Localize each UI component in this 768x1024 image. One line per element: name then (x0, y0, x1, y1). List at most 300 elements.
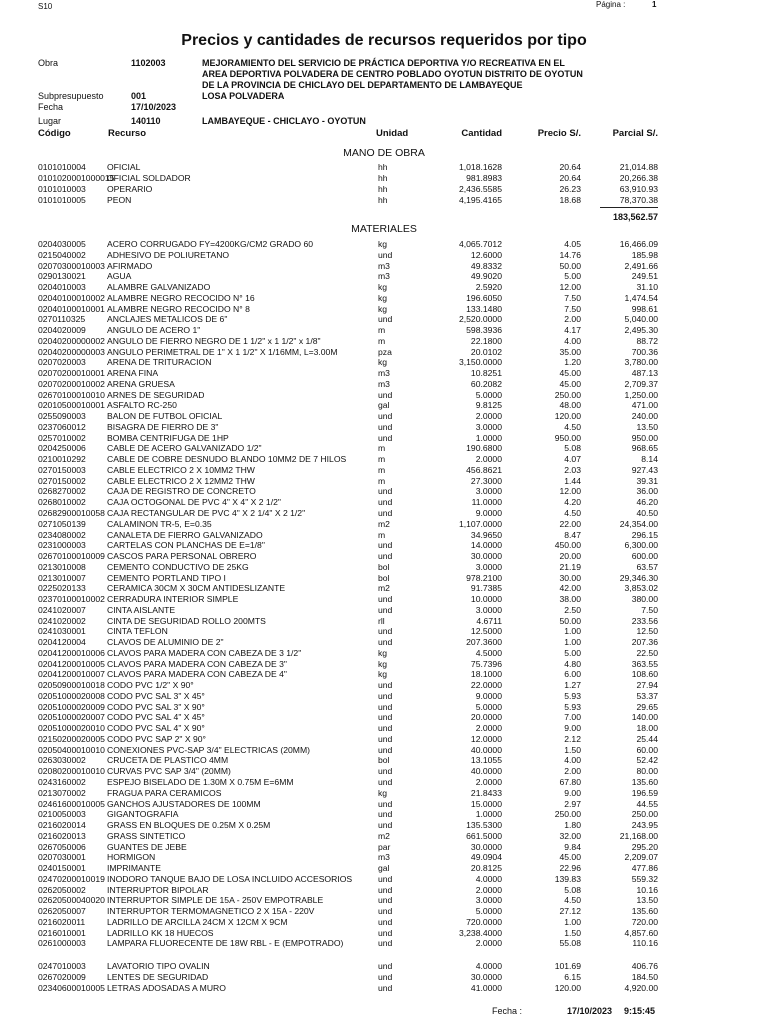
cell-code: 02080200010010 (38, 766, 105, 776)
cell-code: 02041200010007 (38, 669, 105, 679)
cell-code: 0255090003 (38, 411, 86, 421)
cell-code: 02620500040020 (38, 895, 105, 905)
table-row (0, 616, 768, 626)
table-row (0, 390, 768, 400)
cell-resource: ANGULO DE ACERO 1" (107, 325, 201, 335)
cell-quantity: 1,018.1628 (458, 162, 502, 172)
cell-unit: und (378, 734, 393, 744)
cell-partial: 24,354.00 (619, 519, 658, 529)
cell-quantity: 12.6000 (470, 250, 502, 260)
cell-unit: kg (378, 239, 388, 249)
cell-resource: ANGULO PERIMETRAL DE 1" X 1 1/2" X 1/16MM, L=3.00M (107, 347, 338, 357)
cell-price: 42.00 (559, 583, 581, 593)
cell-partial: 21,014.88 (619, 162, 658, 172)
cell-quantity: 4,065.7012 (458, 239, 502, 249)
cell-unit: und (378, 680, 393, 690)
cell-quantity: 12.5000 (470, 626, 502, 636)
cell-price: 12.00 (559, 486, 581, 496)
cell-price: 4.20 (564, 497, 581, 507)
cell-unit: und (378, 723, 393, 733)
cell-code: 02070300010003 (38, 261, 105, 271)
cell-code: 02040100010001 (38, 304, 105, 314)
table-row (0, 809, 768, 819)
cell-price: 1.50 (564, 928, 581, 938)
cell-code: 02051000020009 (38, 702, 105, 712)
table-row (0, 314, 768, 324)
table-row (0, 659, 768, 669)
cell-quantity: 4.0000 (475, 874, 502, 884)
cell-resource: BOMBA CENTRIFUGA DE 1HP (107, 433, 229, 443)
cell-unit: und (378, 605, 393, 615)
cell-code: 0101020001000015 (38, 173, 115, 183)
table-row (0, 261, 768, 271)
cell-partial: 53.37 (636, 691, 658, 701)
cell-quantity: 978.2100 (466, 573, 502, 583)
cell-partial: 5,040.00 (624, 314, 658, 324)
lugar-label: Lugar (38, 116, 62, 126)
column-header-unidad: Unidad (376, 128, 409, 139)
cell-partial: 140.00 (631, 712, 658, 722)
cell-code: 02370100010002 (38, 594, 105, 604)
cell-partial: 363.55 (631, 659, 658, 669)
cell-resource: LADRILLO KK 18 HUECOS (107, 928, 214, 938)
cell-partial: 27.94 (636, 680, 658, 690)
table-row (0, 885, 768, 895)
cell-unit: kg (378, 669, 388, 679)
cell-unit: und (378, 390, 393, 400)
cell-unit: und (378, 497, 393, 507)
cell-resource: INODORO TANQUE BAJO DE LOSA INCLUIDO ACCESORIOS (107, 874, 353, 884)
cell-partial: 63,910.93 (619, 184, 658, 194)
obra-description-line-1: MEJORAMIENTO DEL SERVICIO DE PRÁCTICA DEPORTIVA Y/O RECREATIVA EN EL (202, 58, 565, 68)
cell-resource: CODO PVC SAP 2" X 90° (107, 734, 206, 744)
cell-price: 14.76 (559, 250, 581, 260)
cell-resource: OFICIAL SOLDADOR (107, 173, 191, 183)
cell-unit: und (378, 809, 393, 819)
cell-code: 0270150003 (38, 465, 86, 475)
footer-fecha-label: Fecha : (492, 1006, 523, 1016)
cell-resource: CINTA AISLANTE (107, 605, 176, 615)
cell-unit: und (378, 551, 393, 561)
table-row (0, 734, 768, 744)
cell-unit: kg (378, 648, 388, 658)
cell-partial: 135.60 (631, 777, 658, 787)
table-row (0, 766, 768, 776)
cell-price: 20.64 (559, 173, 581, 183)
cell-partial: 110.16 (632, 938, 658, 948)
cell-quantity: 49.9020 (470, 271, 502, 281)
cell-resource: CANALETA DE FIERRO GALVANIZADO (107, 530, 263, 540)
table-row (0, 983, 768, 993)
cell-price: 12.00 (559, 282, 581, 292)
table-row (0, 594, 768, 604)
table-row (0, 573, 768, 583)
cell-unit: bol (378, 562, 390, 572)
cell-price: 5.00 (564, 271, 581, 281)
cell-partial: 18.00 (636, 723, 658, 733)
footer-date: 17/10/2023 (567, 1006, 613, 1016)
table-row (0, 173, 768, 183)
table-row (0, 788, 768, 798)
cell-code: 0270110325 (38, 314, 86, 324)
cell-unit: m (378, 454, 386, 464)
cell-unit: m (378, 325, 386, 335)
cell-partial: 927.43 (631, 465, 658, 475)
cell-partial: 39.31 (636, 476, 658, 486)
cell-quantity: 9.0000 (475, 508, 502, 518)
cell-code: 02050900010018 (38, 680, 105, 690)
cell-partial: 21,168.00 (619, 831, 658, 841)
cell-partial: 249.51 (631, 271, 658, 281)
subpresupuesto-name: LOSA POLVADERA (202, 91, 285, 101)
cell-quantity: 2.0000 (475, 723, 502, 733)
cell-partial: 20,266.38 (619, 173, 658, 183)
cell-resource: CABLE ELECTRICO 2 X 12MM2 THW (107, 476, 255, 486)
cell-partial: 44.55 (636, 799, 658, 809)
cell-unit: und (378, 906, 393, 916)
subpresupuesto-code: 001 (131, 91, 147, 101)
cell-price: 1.44 (564, 476, 581, 486)
cell-price: 18.68 (559, 195, 581, 205)
cell-unit: und (378, 928, 393, 938)
column-header-recurso: Recurso (108, 128, 147, 139)
cell-quantity: 4.6711 (476, 616, 502, 626)
cell-resource: INTERRUPTOR BIPOLAR (107, 885, 209, 895)
cell-code: 0267050006 (38, 842, 86, 852)
cell-code: 0204120004 (38, 637, 86, 647)
cell-code: 0101010003 (38, 184, 86, 194)
cell-unit: und (378, 820, 393, 830)
cell-resource: CONEXIONES PVC-SAP 3/4" ELECTRICAS (20MM) (107, 745, 310, 755)
table-row (0, 282, 768, 292)
cell-quantity: 3.0000 (475, 486, 502, 496)
table-row (0, 637, 768, 647)
cell-price: 4.80 (564, 659, 581, 669)
cell-resource: LETRAS ADOSADAS A MURO (107, 983, 226, 993)
cell-quantity: 2.0000 (475, 454, 502, 464)
cell-resource: ARENA GRUESA (107, 379, 175, 389)
cell-price: 101.69 (554, 961, 581, 971)
cell-quantity: 4.5000 (475, 648, 502, 658)
lugar-code: 140110 (131, 116, 161, 126)
cell-partial: 998.61 (631, 304, 658, 314)
cell-quantity: 5.0000 (475, 702, 502, 712)
cell-price: 6.15 (564, 972, 581, 982)
cell-unit: m (378, 443, 386, 453)
cell-quantity: 49.0904 (470, 852, 502, 862)
cell-unit: und (378, 895, 393, 905)
cell-code: 0207020003 (38, 357, 86, 367)
cell-unit: m3 (378, 379, 390, 389)
cell-price: 30.00 (559, 573, 581, 583)
cell-quantity: 133.1480 (466, 304, 502, 314)
cell-unit: rll (378, 616, 385, 626)
cell-quantity: 10.8251 (470, 368, 502, 378)
cell-code: 0243160002 (38, 777, 86, 787)
cell-code: 0204010003 (38, 282, 86, 292)
cell-code: 02150200020005 (38, 734, 105, 744)
cell-quantity: 5.0000 (475, 906, 502, 916)
cell-quantity: 20.0102 (470, 347, 502, 357)
cell-price: 8.47 (564, 530, 581, 540)
cell-price: 22.96 (559, 863, 581, 873)
table-row (0, 411, 768, 421)
cell-code: 0257010002 (38, 433, 86, 443)
table-row (0, 745, 768, 755)
cell-partial: 12.50 (636, 626, 658, 636)
cell-unit: und (378, 983, 393, 993)
cell-price: 48.00 (559, 400, 581, 410)
table-row (0, 648, 768, 658)
cell-code: 0101010004 (38, 162, 86, 172)
cell-unit: hh (378, 195, 388, 205)
cell-partial: 207.36 (631, 637, 658, 647)
cell-resource: BISAGRA DE FIERRO DE 3" (107, 422, 219, 432)
table-row (0, 508, 768, 518)
cell-price: 1.00 (564, 637, 581, 647)
cell-unit: und (378, 961, 393, 971)
table-row (0, 293, 768, 303)
table-row (0, 304, 768, 314)
cell-resource: AFIRMADO (107, 261, 153, 271)
cell-unit: und (378, 250, 393, 260)
cell-price: 50.00 (559, 616, 581, 626)
cell-code: 0237060012 (38, 422, 86, 432)
table-row (0, 239, 768, 249)
cell-resource: CAJA RECTANGULAR DE PVC 4" X 2 1/4" X 2 1/2" (107, 508, 306, 518)
cell-partial: 13.50 (636, 895, 658, 905)
cell-quantity: 12.0000 (470, 734, 502, 744)
cell-unit: und (378, 874, 393, 884)
cell-code: 0213010008 (38, 562, 86, 572)
table-row (0, 400, 768, 410)
cell-price: 1.20 (564, 357, 581, 367)
cell-code: 0101010005 (38, 195, 86, 205)
cell-quantity: 3.0000 (475, 422, 502, 432)
cell-code: 0268010002 (38, 497, 86, 507)
cell-quantity: 30.0000 (470, 972, 502, 982)
cell-code: 0262050007 (38, 906, 86, 916)
cell-unit: par (378, 842, 391, 852)
cell-partial: 720.00 (631, 917, 658, 927)
table-row (0, 519, 768, 529)
cell-resource: ARENA DE TRITURACION (107, 357, 212, 367)
cell-quantity: 14.0000 (470, 540, 502, 550)
report-code: S10 (38, 2, 53, 11)
cell-code: 02040200000002 (38, 336, 105, 346)
cell-unit: hh (378, 162, 388, 172)
cell-unit: kg (378, 788, 388, 798)
page-number: 1 (652, 0, 657, 9)
table-row (0, 852, 768, 862)
cell-unit: m (378, 465, 386, 475)
cell-partial: 6,300.00 (624, 540, 658, 550)
cell-resource: AGUA (107, 271, 132, 281)
cell-code: 0241030001 (38, 626, 86, 636)
cell-resource: IMPRIMANTE (107, 863, 161, 873)
cell-price: 4.17 (564, 325, 581, 335)
cell-code: 0240150001 (38, 863, 86, 873)
cell-price: 2.97 (564, 799, 581, 809)
cell-unit: und (378, 540, 393, 550)
cell-partial: 233.56 (631, 616, 658, 626)
cell-quantity: 3.0000 (475, 562, 502, 572)
cell-partial: 29.65 (636, 702, 658, 712)
cell-resource: ANCLAJES METALICOS DE 6" (107, 314, 228, 324)
table-row (0, 917, 768, 927)
cell-code: 02040200000003 (38, 347, 105, 357)
cell-partial: 63.57 (636, 562, 658, 572)
cell-partial: 487.13 (631, 368, 658, 378)
cell-price: 2.03 (564, 465, 581, 475)
cell-resource: HORMIGON (107, 852, 156, 862)
cell-quantity: 1.0000 (475, 433, 502, 443)
cell-unit: m3 (378, 271, 390, 281)
cell-partial: 559.32 (631, 874, 658, 884)
table-row (0, 972, 768, 982)
cell-code: 0262050002 (38, 885, 86, 895)
cell-quantity: 135.5300 (466, 820, 502, 830)
cell-resource: OPERARIO (107, 184, 153, 194)
cell-unit: kg (378, 659, 388, 669)
cell-unit: und (378, 594, 393, 604)
cell-resource: CABLE ELECTRICO 2 X 10MM2 THW (107, 465, 255, 475)
table-row (0, 465, 768, 475)
cell-price: 6.00 (564, 669, 581, 679)
table-row (0, 928, 768, 938)
cell-price: 32.00 (559, 831, 581, 841)
cell-resource: LAVATORIO TIPO OVALIN (107, 961, 210, 971)
cell-resource: ARNES DE SEGURIDAD (107, 390, 205, 400)
cell-unit: und (378, 972, 393, 982)
cell-partial: 3,853.02 (624, 583, 658, 593)
table-row (0, 820, 768, 830)
cell-partial: 22.50 (636, 648, 658, 658)
table-row (0, 938, 768, 948)
cell-quantity: 456.8621 (466, 465, 502, 475)
cell-partial: 40.50 (636, 508, 658, 518)
cell-price: 20.64 (559, 162, 581, 172)
cell-code: 02041200010006 (38, 648, 105, 658)
cell-resource: CLAVOS DE ALUMINIO DE 2" (107, 637, 224, 647)
cell-price: 5.08 (564, 443, 581, 453)
cell-quantity: 22.0000 (470, 680, 502, 690)
cell-price: 45.00 (559, 852, 581, 862)
cell-partial: 1,474.54 (624, 293, 658, 303)
cell-resource: GRASS EN BLOQUES DE 0.25M X 0.25M (107, 820, 271, 830)
cell-quantity: 1.0000 (475, 809, 502, 819)
cell-partial: 243.95 (631, 820, 658, 830)
cell-unit: gal (378, 863, 390, 873)
table-row (0, 712, 768, 722)
cell-quantity: 10.0000 (470, 594, 502, 604)
table-row (0, 895, 768, 905)
cell-unit: m (378, 336, 386, 346)
cell-unit: und (378, 745, 393, 755)
cell-quantity: 3.0000 (475, 605, 502, 615)
cell-price: 4.00 (564, 336, 581, 346)
cell-code: 02670100010009 (38, 551, 105, 561)
obra-description-line-2: AREA DEPORTIVA POLVADERA DE CENTRO POBLADO OYOTUN DISTRITO DE OYOTUN (202, 69, 583, 79)
cell-code: 0216020014 (38, 820, 86, 830)
cell-price: 4.07 (564, 454, 581, 464)
cell-partial: 13.50 (636, 422, 658, 432)
cell-code: 0204250006 (38, 443, 86, 453)
cell-partial: 31.10 (636, 282, 658, 292)
cell-unit: und (378, 637, 393, 647)
table-row (0, 325, 768, 335)
table-row (0, 777, 768, 787)
cell-price: 7.00 (564, 712, 581, 722)
cell-code: 02010500010001 (38, 400, 105, 410)
section-title-mano-de-obra: MANO DE OBRA (343, 147, 425, 159)
cell-code: 0263030002 (38, 755, 86, 765)
cell-resource: GANCHOS AJUSTADORES DE 100MM (107, 799, 261, 809)
cell-price: 1.00 (564, 917, 581, 927)
cell-quantity: 190.6800 (466, 443, 502, 453)
table-row (0, 626, 768, 636)
cell-quantity: 598.3936 (466, 325, 502, 335)
cell-resource: CLAVOS PARA MADERA CON CABEZA DE 3" (107, 659, 287, 669)
table-row (0, 842, 768, 852)
cell-partial: 25.44 (636, 734, 658, 744)
cell-price: 4.50 (564, 895, 581, 905)
cell-unit: gal (378, 400, 390, 410)
lugar-name: LAMBAYEQUE - CHICLAYO - OYOTUN (202, 116, 366, 126)
cell-resource: INTERRUPTOR SIMPLE DE 15A - 250V EMPOTRABLE (107, 895, 324, 905)
cell-unit: und (378, 712, 393, 722)
cell-unit: bol (378, 755, 390, 765)
table-row (0, 486, 768, 496)
page-title: Precios y cantidades de recursos requeridos por tipo (181, 32, 587, 49)
cell-quantity: 91.7385 (470, 583, 502, 593)
cell-resource: CERAMICA 30CM X 30CM ANTIDESLIZANTE (107, 583, 286, 593)
cell-unit: m2 (378, 583, 390, 593)
cell-price: 2.00 (564, 314, 581, 324)
cell-unit: m2 (378, 831, 390, 841)
column-header-codigo: Código (38, 128, 71, 139)
cell-unit: m (378, 530, 386, 540)
cell-unit: und (378, 433, 393, 443)
cell-code: 0210050003 (38, 809, 86, 819)
cell-resource: CAJA OCTOGONAL DE PVC 4" X 4" X 2 1/2" (107, 497, 281, 507)
table-row (0, 562, 768, 572)
cell-resource: ACERO CORRUGADO FY=4200KG/CM2 GRADO 60 (107, 239, 314, 249)
table-row (0, 755, 768, 765)
cell-code: 02070200010002 (38, 379, 105, 389)
cell-unit: kg (378, 304, 388, 314)
cell-resource: ANGULO DE FIERRO NEGRO DE 1 1/2" x 1 1/2" x 1/8" (107, 336, 321, 346)
table-row (0, 605, 768, 615)
cell-resource: LAMPARA FLUORECENTE DE 18W RBL - E (EMPOTRADO) (107, 938, 344, 948)
cell-resource: CLAVOS PARA MADERA CON CABEZA DE 3 1/2" (107, 648, 302, 658)
cell-unit: bol (378, 573, 390, 583)
cell-quantity: 3.0000 (475, 895, 502, 905)
cell-partial: 700.36 (631, 347, 658, 357)
cell-resource: CARTELAS CON PLANCHAS DE E=1/8" (107, 540, 265, 550)
obra-label: Obra (38, 58, 59, 68)
cell-unit: m3 (378, 368, 390, 378)
cell-quantity: 4,195.4165 (458, 195, 502, 205)
cell-resource: LENTES DE SEGURIDAD (107, 972, 209, 982)
cell-quantity: 11.0000 (471, 497, 502, 507)
cell-resource: GUANTES DE JEBE (107, 842, 187, 852)
obra-description-line-3: DE LA PROVINCIA DE CHICLAYO DEL DEPARTAMENTO DE LAMBAYEQUE (202, 80, 523, 90)
cell-resource: CODO PVC 1/2" X 90° (107, 680, 194, 690)
cell-quantity: 661.5000 (466, 831, 502, 841)
cell-partial: 250.00 (631, 809, 658, 819)
cell-code: 0247010003 (38, 961, 86, 971)
